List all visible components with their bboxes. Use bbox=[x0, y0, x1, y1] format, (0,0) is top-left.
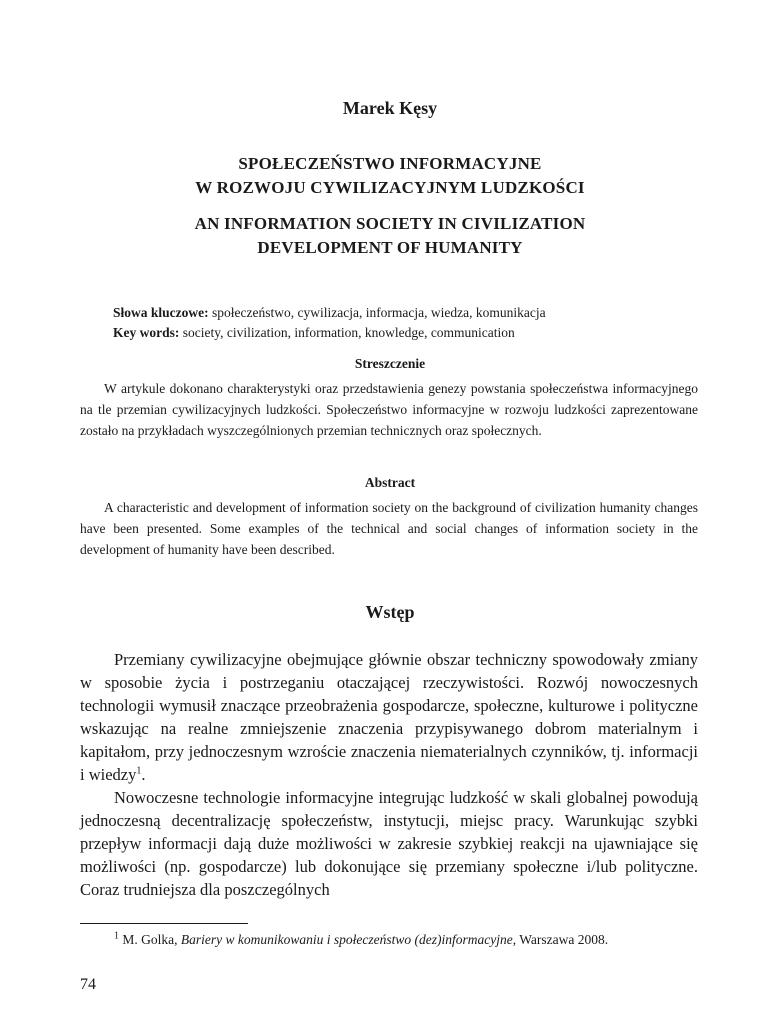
title-polish-line-1: SPOŁECZEŃSTWO INFORMACYJNE bbox=[238, 154, 542, 173]
streszczenie-text: W artykule dokonano charakterystyki oraz przedstawienia genezy powstania społeczeństwa informacyjnego na tle przemian cywilizacyjnych ludzkości. Społeczeństwo informacyjne w rozwoju ludzkości zaprezentowane zostało na przykładach wyszczególnionych przemian technicznych oraz społecznych. bbox=[80, 381, 698, 438]
title-polish bbox=[80, 152, 700, 200]
footnote-title: Bariery w komunikowaniu i społeczeństwo (dez)informacyjne bbox=[180, 932, 513, 947]
body-paragraph-1-text: Przemiany cywilizacyjne obejmujące głównie obszar techniczny spowodowały zmiany w sposobie życia i postrzeganiu otaczającej rzeczywistości. Rozwój nowoczesnych technologii wymusił znaczące przeobrażenia gospodarcze, społeczne, kulturowe i polityczne wskazując na realne zmniejszenie znaczenia przypisywanego dobrom materialnym i kapitałom, przy jednoczesnym wzroście znaczenia niematerialnych czynników, tj. informacji i wiedzy bbox=[80, 650, 698, 784]
abstract-text: A characteristic and development of information society on the background of civilization humanity changes have been presented. Some examples of the technical and social changes of information society in the development of humanity have been described. bbox=[80, 500, 698, 557]
keywords-english-label: Key words: bbox=[113, 325, 180, 340]
keywords-polish-text: społeczeństwo, cywilizacja, informacja, wiedza, komunikacja bbox=[208, 305, 546, 320]
body-paragraph-2: Nowoczesne technologie informacyjne integrując ludzkość w skali globalnej powodują jednoczesną decentralizację społeczeństw, instytucji, miejsc pracy. Warunkując szybki przepływ informacji dają duże możliwości w zakresie szybkiej reakcji na ujawniające się możliwości (np. gospodarcze) lub dokonujące się przemiany społeczne i/lub polityczne. Coraz trudniejsza dla poszczególnych bbox=[80, 788, 698, 899]
footnote-rest: , Warszawa 2008. bbox=[512, 932, 609, 947]
footnote-divider bbox=[80, 923, 248, 924]
body-paragraph-1-end: . bbox=[141, 765, 146, 784]
keywords-polish bbox=[113, 302, 713, 323]
footnote-number: 1 bbox=[114, 930, 119, 942]
title-polish-line-2: W ROZWOJU CYWILIZACYJNYM LUDZKOŚCI bbox=[195, 178, 585, 197]
title-english-line-2: DEVELOPMENT OF HUMANITY bbox=[257, 238, 523, 257]
keywords-polish-label: Słowa kluczowe: bbox=[113, 305, 209, 320]
abstract-heading: Abstract bbox=[364, 475, 416, 490]
footnote bbox=[114, 930, 714, 950]
author-name: Marek Kęsy bbox=[342, 98, 438, 118]
keywords-english bbox=[113, 322, 713, 343]
section-heading: Wstęp bbox=[365, 602, 415, 622]
title-english bbox=[80, 212, 700, 260]
body-paragraph-1 bbox=[80, 648, 698, 786]
footnote-reference[interactable]: 1 bbox=[136, 765, 142, 777]
streszczenie-heading: Streszczenie bbox=[354, 356, 426, 371]
keywords-english-text: society, civilization, information, knowledge, communication bbox=[179, 325, 515, 340]
title-english-line-1: AN INFORMATION SOCIETY IN CIVILIZATION bbox=[194, 214, 586, 233]
page-number: 74 bbox=[80, 976, 96, 993]
footnote-author: M. Golka, bbox=[119, 932, 181, 947]
